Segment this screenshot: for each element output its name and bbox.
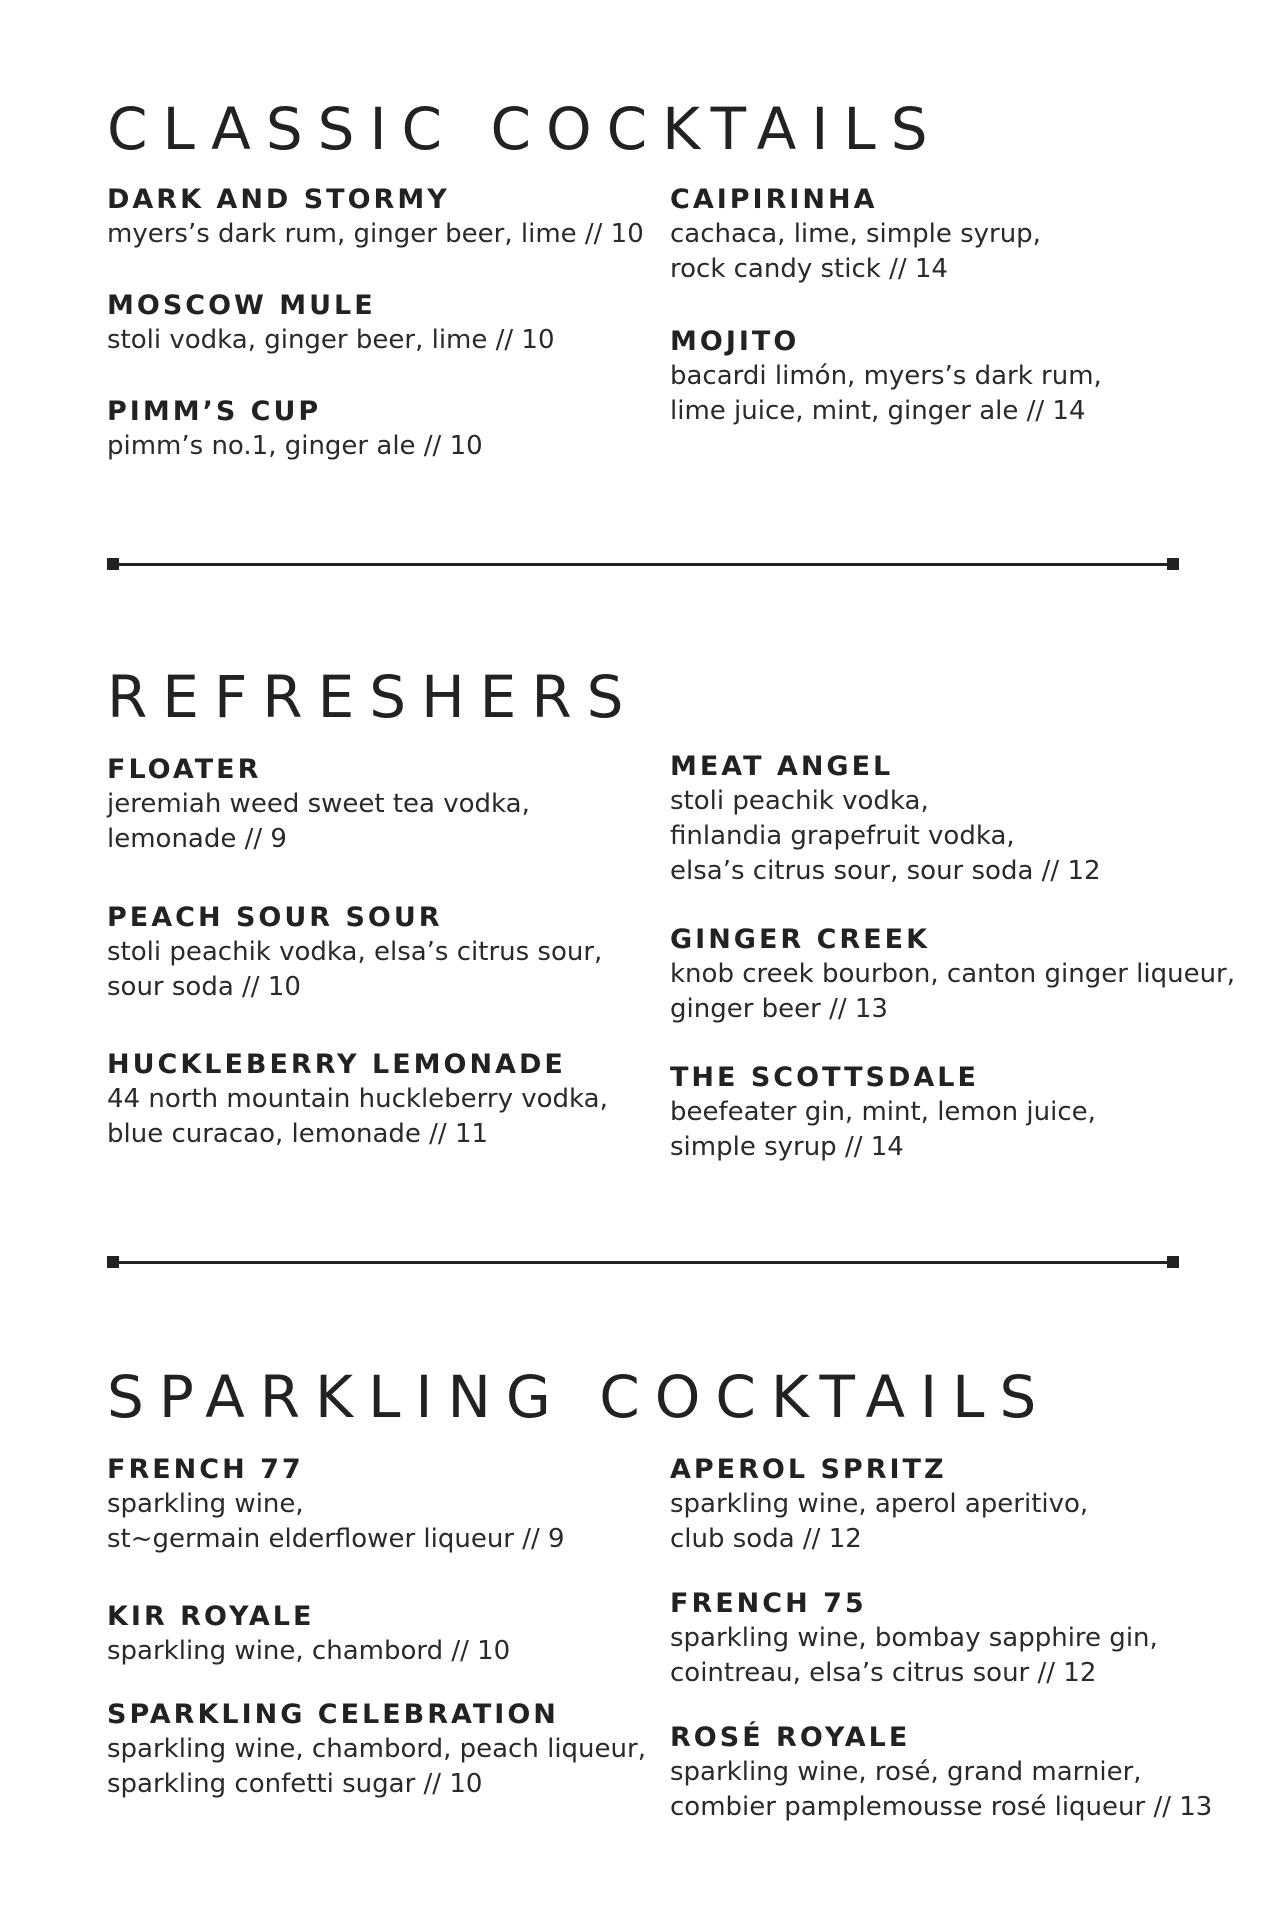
menu-item-peach-sour-sour — [107, 901, 667, 1005]
menu-item-french-75 — [670, 1587, 1230, 1691]
menu-item-the-scottsdale — [670, 1061, 1230, 1165]
item-description: pimm’s no.1, ginger ale // 10 — [107, 431, 483, 461]
menu-item-aperol-spritz — [670, 1453, 1230, 1557]
item-description: st~germain elderflower liqueur // 9 — [107, 1524, 565, 1554]
item-description: sparkling wine, chambord // 10 — [107, 1636, 511, 1666]
section-divider — [107, 1261, 1179, 1264]
item-description: knob creek bourbon, canton ginger liqueur, — [670, 959, 1236, 989]
menu-item-pimms-cup — [107, 395, 667, 464]
item-description: sparkling wine, rosé, grand marnier, — [670, 1757, 1142, 1787]
item-description: rock candy stick // 14 — [670, 254, 948, 284]
item-name: PIMM’S CUP — [107, 396, 322, 427]
item-description: lemonade // 9 — [107, 824, 287, 854]
item-name: GINGER CREEK — [670, 924, 931, 955]
divider-cap — [107, 1256, 119, 1268]
item-name: FLOATER — [107, 754, 262, 785]
item-description: cachaca, lime, simple syrup, — [670, 219, 1041, 249]
item-description: stoli peachik vodka, — [670, 786, 929, 816]
item-description: finlandia grapefruit vodka, — [670, 821, 1015, 851]
item-name: THE SCOTTSDALE — [670, 1062, 979, 1093]
menu-item-huckleberry-lemonade — [107, 1048, 667, 1152]
section-title-refreshers: REFRESHERS — [107, 663, 639, 731]
item-name: HUCKLEBERRY LEMONADE — [107, 1049, 566, 1080]
item-description: blue curacao, lemonade // 11 — [107, 1119, 489, 1149]
divider-cap — [1167, 1256, 1179, 1268]
item-description: stoli vodka, ginger beer, lime // 10 — [107, 325, 555, 355]
item-description: simple syrup // 14 — [670, 1132, 904, 1162]
menu-item-moscow-mule — [107, 289, 667, 358]
item-description: beefeater gin, mint, lemon juice, — [670, 1097, 1096, 1127]
section-title-sparkling-cocktails: SPARKLING COCKTAILS — [107, 1363, 1052, 1431]
item-name: MEAT ANGEL — [670, 751, 894, 782]
section-title-classic-cocktails: CLASSIC COCKTAILS — [107, 95, 943, 163]
item-name: SPARKLING CELEBRATION — [107, 1699, 559, 1730]
item-description: combier pamplemousse rosé liqueur // 13 — [670, 1792, 1213, 1822]
item-description: myers’s dark rum, ginger beer, lime // 10 — [107, 219, 644, 249]
item-name: DARK AND STORMY — [107, 184, 450, 215]
menu-item-meat-angel — [670, 750, 1230, 889]
item-description: sparkling wine, bombay sapphire gin, — [670, 1623, 1158, 1653]
item-description: elsa’s citrus sour, sour soda // 12 — [670, 856, 1101, 886]
item-description: stoli peachik vodka, elsa’s citrus sour, — [107, 937, 603, 967]
item-name: APEROL SPRITZ — [670, 1454, 947, 1485]
item-description: lime juice, mint, ginger ale // 14 — [670, 396, 1086, 426]
item-description: club soda // 12 — [670, 1524, 862, 1554]
item-name: MOJITO — [670, 326, 800, 357]
item-description: ginger beer // 13 — [670, 994, 888, 1024]
menu-item-mojito — [670, 325, 1230, 429]
item-name: PEACH SOUR SOUR — [107, 902, 443, 933]
item-description: sparkling wine, chambord, peach liqueur, — [107, 1734, 646, 1764]
item-name: KIR ROYALE — [107, 1601, 315, 1632]
item-description: 44 north mountain huckleberry vodka, — [107, 1084, 608, 1114]
divider-cap — [107, 558, 119, 570]
item-description: bacardi limón, myers’s dark rum, — [670, 361, 1102, 391]
item-name: FRENCH 77 — [107, 1454, 304, 1485]
menu-item-french-77 — [107, 1453, 667, 1557]
item-description: jeremiah weed sweet tea vodka, — [107, 789, 530, 819]
item-description: sparkling confetti sugar // 10 — [107, 1769, 483, 1799]
menu-item-dark-and-stormy — [107, 183, 667, 252]
menu-item-floater — [107, 753, 667, 857]
item-description: sparkling wine, aperol aperitivo, — [670, 1489, 1089, 1519]
item-name: ROSÉ ROYALE — [670, 1722, 911, 1753]
item-description: sparkling wine, — [107, 1489, 304, 1519]
menu-item-sparkling-celebration — [107, 1698, 667, 1802]
item-name: MOSCOW MULE — [107, 290, 376, 321]
section-divider — [107, 563, 1179, 566]
item-description: cointreau, elsa’s citrus sour // 12 — [670, 1658, 1097, 1688]
menu-item-caipirinha — [670, 183, 1230, 287]
item-name: FRENCH 75 — [670, 1588, 867, 1619]
item-name: CAIPIRINHA — [670, 184, 878, 215]
item-description: sour soda // 10 — [107, 972, 301, 1002]
menu-item-kir-royale — [107, 1600, 667, 1669]
divider-cap — [1167, 558, 1179, 570]
menu-item-rose-royale — [670, 1721, 1230, 1825]
menu-item-ginger-creek — [670, 923, 1236, 1027]
